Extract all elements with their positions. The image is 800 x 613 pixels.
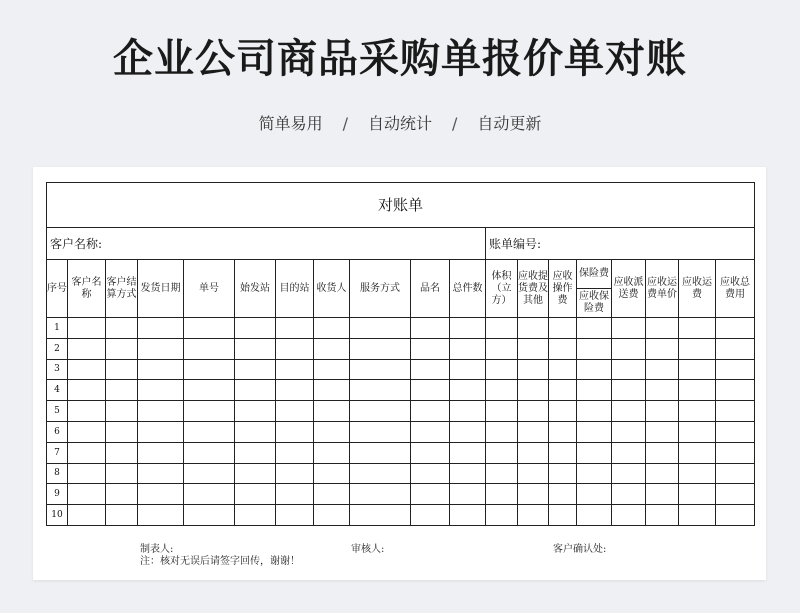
row-number: 1 — [47, 318, 68, 339]
table-cell[interactable] — [276, 359, 314, 380]
table-cell[interactable] — [518, 505, 549, 526]
table-cell[interactable] — [314, 463, 350, 484]
page-title: 企业公司商品采购单报价单对账 — [113, 36, 687, 82]
table-cell[interactable] — [350, 359, 411, 380]
table-cell[interactable] — [486, 318, 518, 339]
table-cell[interactable] — [716, 463, 755, 484]
table-cell[interactable] — [314, 318, 350, 339]
table-cell[interactable] — [411, 318, 450, 339]
statement-sheet — [33, 167, 766, 580]
table-cell[interactable] — [314, 484, 350, 505]
table-cell[interactable] — [184, 484, 235, 505]
table-cell[interactable] — [486, 484, 518, 505]
table-cell[interactable] — [106, 442, 138, 463]
table-cell[interactable] — [106, 380, 138, 401]
separator: / — [342, 114, 348, 133]
table-cell[interactable] — [577, 359, 612, 380]
table-cell[interactable] — [518, 338, 549, 359]
table-cell[interactable] — [184, 318, 235, 339]
table-cell[interactable] — [276, 484, 314, 505]
table-cell[interactable] — [646, 463, 679, 484]
table-cell[interactable] — [276, 318, 314, 339]
table-cell[interactable] — [350, 484, 411, 505]
table-cell[interactable] — [411, 359, 450, 380]
table-cell[interactable] — [518, 318, 549, 339]
table-cell[interactable] — [138, 505, 184, 526]
row-number: 2 — [47, 338, 68, 359]
table-cell[interactable] — [184, 421, 235, 442]
header-product: 品名 — [411, 260, 450, 318]
table-cell[interactable] — [106, 421, 138, 442]
table-cell[interactable] — [235, 380, 276, 401]
table-cell[interactable] — [612, 380, 646, 401]
table-cell[interactable] — [184, 442, 235, 463]
table-cell[interactable] — [184, 463, 235, 484]
table-cell[interactable] — [679, 421, 716, 442]
table-cell[interactable] — [486, 359, 518, 380]
row-number: 9 — [47, 484, 68, 505]
header-service: 服务方式 — [350, 260, 411, 318]
table-cell[interactable] — [68, 463, 106, 484]
table-cell[interactable] — [549, 484, 577, 505]
customer-confirm-label: 客户确认处: — [553, 544, 607, 555]
table-cell[interactable] — [577, 401, 612, 422]
table-cell[interactable] — [549, 505, 577, 526]
table-cell[interactable] — [235, 505, 276, 526]
header-destination: 目的站 — [276, 260, 314, 318]
table-cell[interactable] — [549, 463, 577, 484]
row-number: 7 — [47, 442, 68, 463]
table-cell[interactable] — [612, 463, 646, 484]
statement-title: 对账单 — [47, 183, 755, 228]
table-cell[interactable] — [350, 401, 411, 422]
table-cell[interactable] — [411, 338, 450, 359]
header-insurance-group: 保险费 — [577, 260, 612, 289]
row-number: 3 — [47, 359, 68, 380]
table-cell[interactable] — [184, 380, 235, 401]
feature-tagline — [0, 113, 800, 135]
table-cell[interactable] — [235, 318, 276, 339]
table-cell[interactable] — [350, 442, 411, 463]
header-consignee: 收货人 — [314, 260, 350, 318]
table-cell[interactable] — [314, 338, 350, 359]
table-cell[interactable] — [518, 463, 549, 484]
table-cell[interactable] — [450, 463, 486, 484]
table-cell[interactable] — [235, 463, 276, 484]
table-cell[interactable] — [68, 442, 106, 463]
header-total-pieces: 总件数 — [450, 260, 486, 318]
table-row — [47, 484, 755, 505]
table-cell[interactable] — [646, 484, 679, 505]
table-cell[interactable] — [276, 421, 314, 442]
table-cell[interactable] — [68, 359, 106, 380]
table-cell[interactable] — [235, 359, 276, 380]
table-cell[interactable] — [235, 442, 276, 463]
table-cell[interactable] — [276, 401, 314, 422]
table-cell[interactable] — [577, 484, 612, 505]
table-cell[interactable] — [138, 359, 184, 380]
table-cell[interactable] — [549, 380, 577, 401]
header-order-no: 单号 — [184, 260, 235, 318]
table-cell[interactable] — [450, 505, 486, 526]
table-cell[interactable] — [276, 442, 314, 463]
header-settlement: 客户结算方式 — [106, 260, 138, 318]
table-cell[interactable] — [577, 318, 612, 339]
table-cell[interactable] — [646, 505, 679, 526]
bill-number-field[interactable]: 账单编号: — [486, 228, 755, 260]
table-cell[interactable] — [486, 401, 518, 422]
table-cell[interactable] — [138, 421, 184, 442]
table-cell[interactable] — [350, 318, 411, 339]
table-cell[interactable] — [577, 463, 612, 484]
table-cell[interactable] — [106, 318, 138, 339]
header-handling-fee: 应收操作费 — [549, 260, 577, 318]
header-volume: 体积（立方） — [486, 260, 518, 318]
table-cell[interactable] — [106, 338, 138, 359]
table-cell[interactable] — [68, 318, 106, 339]
table-cell[interactable] — [350, 338, 411, 359]
table-cell[interactable] — [450, 442, 486, 463]
header-pickup-fee: 应收提货费及其他 — [518, 260, 549, 318]
table-cell[interactable] — [235, 338, 276, 359]
table-cell[interactable] — [518, 484, 549, 505]
table-cell[interactable] — [106, 505, 138, 526]
table-cell[interactable] — [350, 380, 411, 401]
customer-name-field[interactable]: 客户名称: — [47, 228, 486, 260]
table-cell[interactable] — [549, 401, 577, 422]
table-cell[interactable] — [646, 338, 679, 359]
table-cell[interactable] — [646, 401, 679, 422]
table-cell[interactable] — [411, 442, 450, 463]
table-cell[interactable] — [486, 338, 518, 359]
table-row — [47, 318, 755, 339]
table-cell[interactable] — [350, 463, 411, 484]
table-cell[interactable] — [679, 338, 716, 359]
footer-note: 注：核对无误后请签字回传，谢谢！ — [140, 556, 300, 567]
table-cell[interactable] — [184, 401, 235, 422]
table-cell[interactable] — [314, 442, 350, 463]
feature-auto-stats: 自动统计 — [367, 114, 432, 133]
table-cell[interactable] — [450, 421, 486, 442]
table-cell[interactable] — [411, 505, 450, 526]
table-cell[interactable] — [549, 421, 577, 442]
row-number: 4 — [47, 380, 68, 401]
table-cell[interactable] — [106, 359, 138, 380]
table-cell[interactable] — [679, 505, 716, 526]
table-cell[interactable] — [411, 421, 450, 442]
row-number: 6 — [47, 421, 68, 442]
header-freight-unit: 应收运费单价 — [646, 260, 679, 318]
table-cell[interactable] — [646, 442, 679, 463]
table-cell[interactable] — [577, 505, 612, 526]
header-delivery-fee: 应收派送费 — [612, 260, 646, 318]
table-cell[interactable] — [68, 505, 106, 526]
table-cell[interactable] — [679, 401, 716, 422]
table-cell[interactable] — [518, 401, 549, 422]
table-cell[interactable] — [235, 484, 276, 505]
table-cell[interactable] — [450, 401, 486, 422]
table-cell[interactable] — [577, 442, 612, 463]
table-cell[interactable] — [612, 318, 646, 339]
table-cell[interactable] — [549, 338, 577, 359]
table-cell[interactable] — [411, 463, 450, 484]
header-seq: 序号 — [47, 260, 68, 318]
table-cell[interactable] — [138, 401, 184, 422]
table-cell[interactable] — [411, 401, 450, 422]
header-freight: 应收运费 — [679, 260, 716, 318]
table-row — [47, 505, 755, 526]
table-cell[interactable] — [716, 380, 755, 401]
table-cell[interactable] — [450, 359, 486, 380]
table-cell[interactable] — [276, 505, 314, 526]
table-cell[interactable] — [450, 318, 486, 339]
table-cell[interactable] — [106, 463, 138, 484]
table-cell[interactable] — [138, 318, 184, 339]
table-cell[interactable] — [577, 380, 612, 401]
table-cell[interactable] — [68, 421, 106, 442]
table-cell[interactable] — [68, 401, 106, 422]
table-cell[interactable] — [450, 484, 486, 505]
table-cell[interactable] — [716, 318, 755, 339]
table-cell[interactable] — [549, 318, 577, 339]
table-cell[interactable] — [612, 484, 646, 505]
table-cell[interactable] — [138, 484, 184, 505]
table-cell[interactable] — [716, 442, 755, 463]
table-cell[interactable] — [68, 380, 106, 401]
table-cell[interactable] — [184, 338, 235, 359]
table-cell[interactable] — [612, 442, 646, 463]
table-row — [47, 421, 755, 442]
table-cell[interactable] — [646, 318, 679, 339]
table-cell[interactable] — [486, 463, 518, 484]
table-cell[interactable] — [314, 359, 350, 380]
table-cell[interactable] — [138, 380, 184, 401]
table-cell[interactable] — [314, 380, 350, 401]
table-cell[interactable] — [716, 505, 755, 526]
table-cell[interactable] — [612, 505, 646, 526]
table-cell[interactable] — [486, 442, 518, 463]
table-cell[interactable] — [612, 421, 646, 442]
header-origin: 始发站 — [235, 260, 276, 318]
separator: / — [452, 114, 458, 133]
row-number: 8 — [47, 463, 68, 484]
table-cell[interactable] — [577, 421, 612, 442]
table-cell[interactable] — [106, 401, 138, 422]
table-row — [47, 442, 755, 463]
table-cell[interactable] — [679, 359, 716, 380]
header-total-fee: 应收总费用 — [716, 260, 755, 318]
table-cell[interactable] — [314, 505, 350, 526]
table-cell[interactable] — [716, 401, 755, 422]
table-row — [47, 338, 755, 359]
header-ship-date: 发货日期 — [138, 260, 184, 318]
table-row — [47, 401, 755, 422]
table-cell[interactable] — [350, 421, 411, 442]
row-number: 5 — [47, 401, 68, 422]
table-cell[interactable] — [450, 380, 486, 401]
table-cell[interactable] — [314, 421, 350, 442]
table-cell[interactable] — [716, 484, 755, 505]
table-cell[interactable] — [486, 505, 518, 526]
table-row — [47, 463, 755, 484]
feature-easy: 简单易用 — [258, 114, 323, 133]
table-row — [47, 380, 755, 401]
table-cell[interactable] — [138, 463, 184, 484]
table-cell[interactable] — [276, 338, 314, 359]
table-cell[interactable] — [679, 463, 716, 484]
table-cell[interactable] — [646, 380, 679, 401]
table-cell[interactable] — [184, 359, 235, 380]
table-cell[interactable] — [679, 484, 716, 505]
table-cell[interactable] — [612, 401, 646, 422]
table-row — [47, 359, 755, 380]
table-cell[interactable] — [486, 421, 518, 442]
table-cell[interactable] — [549, 442, 577, 463]
reviewer-label: 审核人: — [351, 544, 385, 555]
statement-table — [46, 182, 755, 526]
table-cell[interactable] — [235, 401, 276, 422]
table-cell[interactable] — [679, 380, 716, 401]
table-cell[interactable] — [350, 505, 411, 526]
table-cell[interactable] — [68, 484, 106, 505]
header-customer-name: 客户名称 — [68, 260, 106, 318]
table-cell[interactable] — [68, 338, 106, 359]
table-cell[interactable] — [138, 442, 184, 463]
table-cell[interactable] — [646, 421, 679, 442]
table-cell[interactable] — [276, 463, 314, 484]
table-cell[interactable] — [716, 338, 755, 359]
table-cell[interactable] — [138, 338, 184, 359]
table-cell[interactable] — [235, 421, 276, 442]
table-cell[interactable] — [716, 421, 755, 442]
row-number: 10 — [47, 505, 68, 526]
table-cell[interactable] — [518, 380, 549, 401]
table-cell[interactable] — [518, 442, 549, 463]
table-cell[interactable] — [518, 421, 549, 442]
table-cell[interactable] — [411, 380, 450, 401]
table-cell[interactable] — [106, 484, 138, 505]
table-cell[interactable] — [679, 442, 716, 463]
table-cell[interactable] — [577, 338, 612, 359]
table-cell[interactable] — [450, 338, 486, 359]
maker-label: 制表人: — [140, 544, 174, 555]
feature-auto-update: 自动更新 — [477, 114, 542, 133]
table-cell[interactable] — [646, 359, 679, 380]
table-cell[interactable] — [612, 338, 646, 359]
table-cell[interactable] — [314, 401, 350, 422]
table-cell[interactable] — [679, 318, 716, 339]
header-insurance-fee: 应收保险费 — [577, 289, 612, 318]
table-cell[interactable] — [549, 359, 577, 380]
table-cell[interactable] — [276, 380, 314, 401]
table-cell[interactable] — [716, 359, 755, 380]
table-cell[interactable] — [184, 505, 235, 526]
table-cell[interactable] — [486, 380, 518, 401]
table-cell[interactable] — [518, 359, 549, 380]
table-cell[interactable] — [612, 359, 646, 380]
table-cell[interactable] — [411, 484, 450, 505]
